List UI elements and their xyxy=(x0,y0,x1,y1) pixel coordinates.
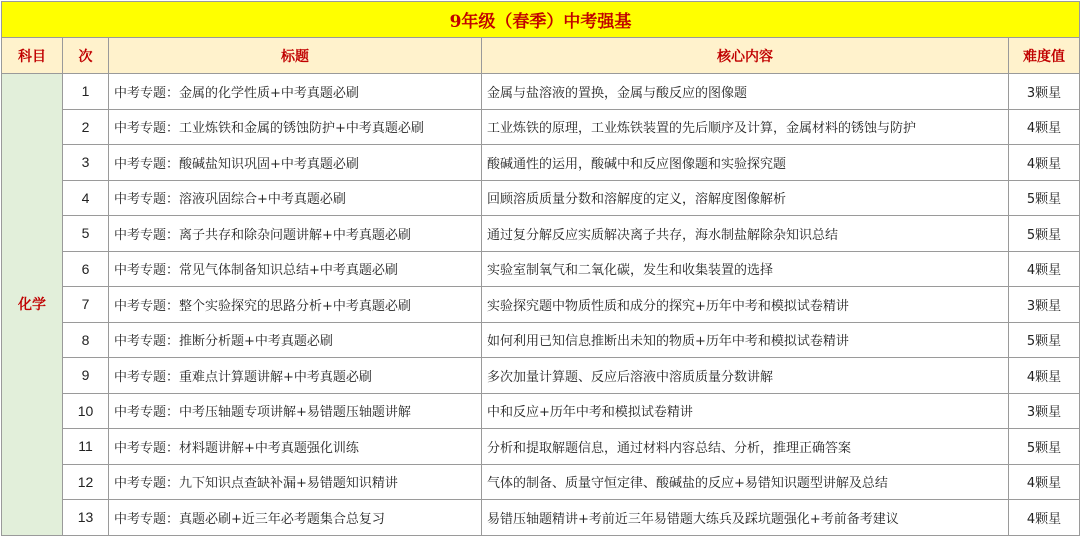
header-difficulty: 难度值 xyxy=(1009,38,1080,74)
row-difficulty: 4颗星 xyxy=(1009,109,1080,145)
row-content: 实验室制氧气和二氧化碳，发生和收集装置的选择 xyxy=(482,251,1009,287)
table-row xyxy=(2,145,1080,181)
row-index: 9 xyxy=(63,358,109,394)
row-content: 金属与盐溶液的置换，金属与酸反应的图像题 xyxy=(482,74,1009,110)
row-index: 12 xyxy=(63,464,109,500)
row-index: 7 xyxy=(63,287,109,323)
row-content: 如何利用已知信息推断出未知的物质+历年中考和模拟试卷精讲 xyxy=(482,322,1009,358)
row-difficulty: 5颗星 xyxy=(1009,322,1080,358)
row-content: 酸碱通性的运用，酸碱中和反应图像题和实验探究题 xyxy=(482,145,1009,181)
row-content: 通过复分解反应实质解决离子共存，海水制盐解除杂知识总结 xyxy=(482,216,1009,252)
table-body xyxy=(2,74,1080,536)
row-topic: 中考专题：工业炼铁和金属的锈蚀防护+中考真题必刷 xyxy=(109,109,482,145)
row-difficulty: 4颗星 xyxy=(1009,358,1080,394)
table-row xyxy=(2,358,1080,394)
row-topic: 中考专题：真题必刷+近三年必考题集合总复习 xyxy=(109,500,482,536)
table-row xyxy=(2,500,1080,536)
row-content: 工业炼铁的原理，工业炼铁装置的先后顺序及计算，金属材料的锈蚀与防护 xyxy=(482,109,1009,145)
row-index: 10 xyxy=(63,393,109,429)
row-topic: 中考专题：推断分析题+中考真题必刷 xyxy=(109,322,482,358)
sheet-title: 9年级（春季）中考强基 xyxy=(2,2,1080,38)
row-topic: 中考专题：九下知识点查缺补漏+易错题知识精讲 xyxy=(109,464,482,500)
row-topic: 中考专题：酸碱盐知识巩固+中考真题必刷 xyxy=(109,145,482,181)
row-index: 3 xyxy=(63,145,109,181)
row-difficulty: 4颗星 xyxy=(1009,251,1080,287)
row-difficulty: 4颗星 xyxy=(1009,500,1080,536)
table-row xyxy=(2,180,1080,216)
schedule-table xyxy=(1,1,1080,536)
row-topic: 中考专题：金属的化学性质+中考真题必刷 xyxy=(109,74,482,110)
header-row xyxy=(2,38,1080,74)
row-topic: 中考专题：重难点计算题讲解+中考真题必刷 xyxy=(109,358,482,394)
row-content: 分析和提取解题信息，通过材料内容总结、分析，推理正确答案 xyxy=(482,429,1009,465)
row-difficulty: 3颗星 xyxy=(1009,287,1080,323)
header-subject: 科目 xyxy=(2,38,63,74)
row-topic: 中考专题：材料题讲解+中考真题强化训练 xyxy=(109,429,482,465)
row-index: 4 xyxy=(63,180,109,216)
table-row xyxy=(2,109,1080,145)
row-index: 1 xyxy=(63,74,109,110)
header-content: 核心内容 xyxy=(482,38,1009,74)
row-topic: 中考专题：常见气体制备知识总结+中考真题必刷 xyxy=(109,251,482,287)
header-topic: 标题 xyxy=(109,38,482,74)
row-index: 6 xyxy=(63,251,109,287)
row-difficulty: 4颗星 xyxy=(1009,464,1080,500)
table-row xyxy=(2,322,1080,358)
table-row xyxy=(2,74,1080,110)
row-content: 多次加量计算题、反应后溶液中溶质质量分数讲解 xyxy=(482,358,1009,394)
title-row xyxy=(2,2,1080,38)
table-row xyxy=(2,464,1080,500)
table-row xyxy=(2,287,1080,323)
row-difficulty: 3颗星 xyxy=(1009,74,1080,110)
row-difficulty: 5颗星 xyxy=(1009,429,1080,465)
row-topic: 中考专题：中考压轴题专项讲解+易错题压轴题讲解 xyxy=(109,393,482,429)
row-difficulty: 5颗星 xyxy=(1009,216,1080,252)
row-content: 气体的制备、质量守恒定律、酸碱盐的反应+易错知识题型讲解及总结 xyxy=(482,464,1009,500)
row-content: 易错压轴题精讲+考前近三年易错题大练兵及踩坑题强化+考前备考建议 xyxy=(482,500,1009,536)
table-row xyxy=(2,216,1080,252)
row-index: 11 xyxy=(63,429,109,465)
table-row xyxy=(2,251,1080,287)
header-index: 次 xyxy=(63,38,109,74)
row-difficulty: 4颗星 xyxy=(1009,145,1080,181)
row-difficulty: 5颗星 xyxy=(1009,180,1080,216)
subject-cell: 化学 xyxy=(2,74,63,536)
row-topic: 中考专题：溶液巩固综合+中考真题必刷 xyxy=(109,180,482,216)
row-topic: 中考专题：整个实验探究的思路分析+中考真题必刷 xyxy=(109,287,482,323)
row-index: 13 xyxy=(63,500,109,536)
schedule-sheet xyxy=(1,1,1079,537)
row-content: 实验探究题中物质性质和成分的探究+历年中考和模拟试卷精讲 xyxy=(482,287,1009,323)
row-content: 中和反应+历年中考和模拟试卷精讲 xyxy=(482,393,1009,429)
row-index: 2 xyxy=(63,109,109,145)
row-topic: 中考专题：离子共存和除杂问题讲解+中考真题必刷 xyxy=(109,216,482,252)
table-row xyxy=(2,429,1080,465)
row-index: 5 xyxy=(63,216,109,252)
row-difficulty: 3颗星 xyxy=(1009,393,1080,429)
table-row xyxy=(2,393,1080,429)
row-index: 8 xyxy=(63,322,109,358)
row-content: 回顾溶质质量分数和溶解度的定义，溶解度图像解析 xyxy=(482,180,1009,216)
